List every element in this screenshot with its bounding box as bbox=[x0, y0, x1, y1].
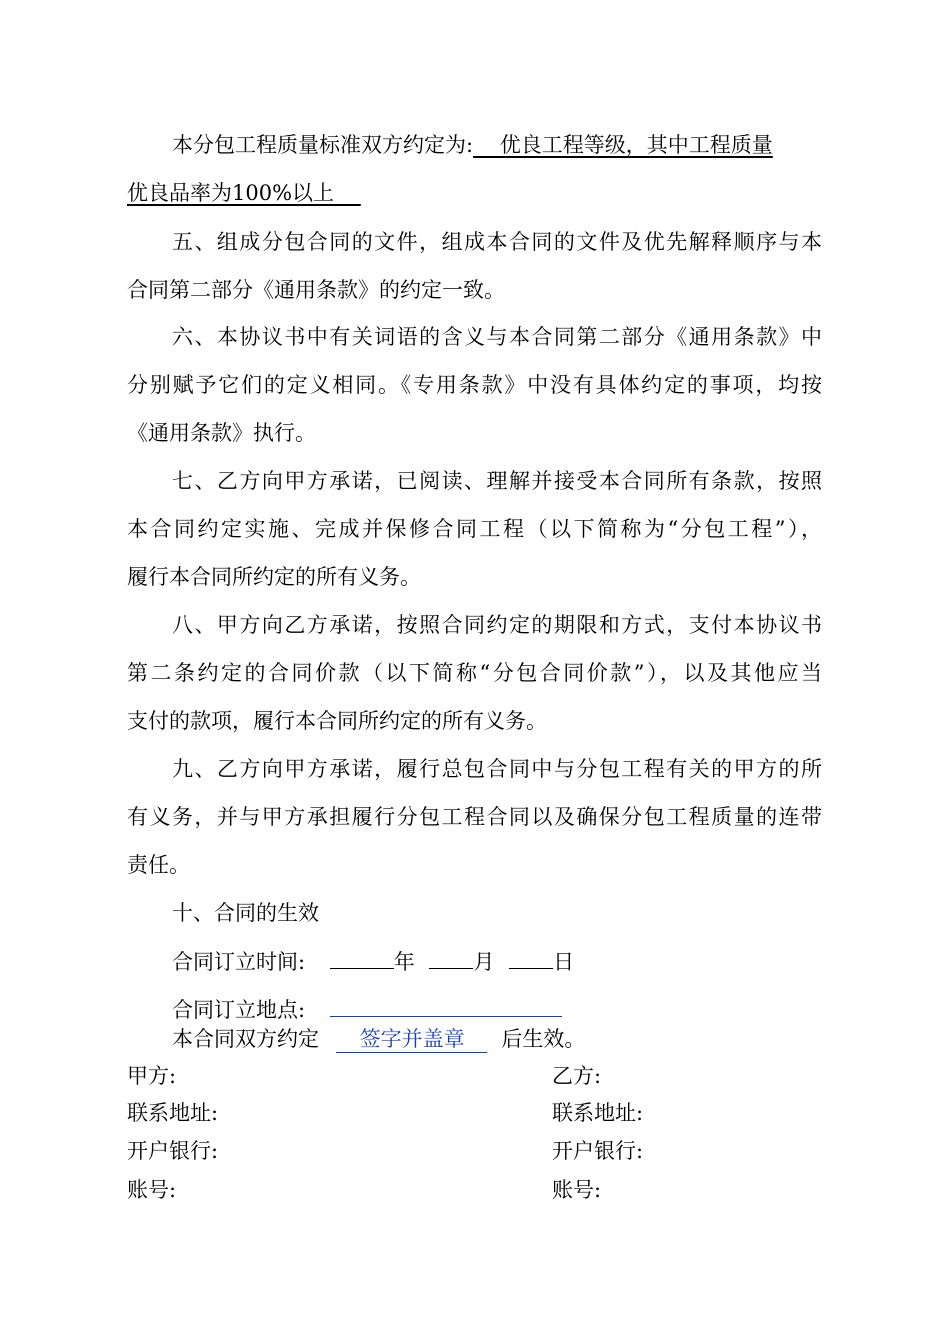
clause6-line-3: 《通用条款》执行。 bbox=[127, 421, 316, 445]
effect-suffix: 后生效。 bbox=[501, 1027, 586, 1051]
clause6-line-1: 六、本协议书中有关词语的含义与本合同第二部分《通用条款》中 bbox=[172, 325, 822, 349]
year-blank[interactable] bbox=[330, 948, 394, 969]
clause6-line-2: 分别赋予它们的定义相同。《专用条款》中没有具体约定的事项，均按 bbox=[127, 373, 822, 397]
quality-line-1 bbox=[172, 132, 773, 158]
party-b-address-label: 联系地址: bbox=[552, 1101, 644, 1125]
party-a-label: 甲方: bbox=[127, 1064, 177, 1088]
clause8-line-2: 第二条约定的合同价款（以下简称“分包合同价款”），以及其他应当 bbox=[127, 661, 822, 685]
party-b-account-label: 账号: bbox=[552, 1178, 602, 1202]
year-label: 年 bbox=[393, 950, 415, 974]
day-blank[interactable] bbox=[509, 948, 553, 969]
month-blank[interactable] bbox=[429, 948, 473, 969]
party-a-address-label: 联系地址: bbox=[127, 1101, 219, 1125]
effect-row bbox=[172, 1026, 585, 1053]
clause9-line-2: 有义务，并与甲方承担履行分包工程合同以及确保分包工程质量的连带 bbox=[127, 805, 822, 829]
quality-prefix: 本分包工程质量标准双方约定为: bbox=[172, 133, 474, 157]
day-label: 日 bbox=[553, 950, 575, 974]
clause5-line-1: 五、组成分包合同的文件，组成本合同的文件及优先解释顺序与本 bbox=[172, 230, 822, 254]
clause7-line-2: 本合同约定实施、完成并保修合同工程（以下简称为“分包工程”）， bbox=[127, 517, 822, 541]
month-label: 月 bbox=[473, 950, 495, 974]
party-a-bank-label: 开户银行: bbox=[127, 1139, 219, 1163]
clause10-title: 十、合同的生效 bbox=[172, 901, 319, 925]
quality-value-1: 优良工程等级，其中工程质量 bbox=[473, 133, 773, 157]
signing-date-label: 合同订立时间: bbox=[172, 950, 306, 974]
clause8-line-3: 支付的款项，履行本合同所约定的所有义务。 bbox=[127, 709, 547, 733]
party-b-label: 乙方: bbox=[552, 1064, 602, 1088]
quality-line-2 bbox=[127, 180, 361, 206]
signing-place-row bbox=[172, 996, 562, 1023]
clause5-line-2: 合同第二部分《通用条款》的约定一致。 bbox=[127, 278, 505, 302]
effect-value: 签字并盖章 bbox=[336, 1026, 487, 1053]
clause9-line-3: 责任。 bbox=[127, 853, 190, 877]
party-b-bank-label: 开户银行: bbox=[552, 1139, 644, 1163]
place-blank[interactable] bbox=[330, 996, 562, 1017]
clause7-line-1: 七、乙方向甲方承诺，已阅读、理解并接受本合同所有条款，按照 bbox=[172, 469, 822, 493]
effect-prefix: 本合同双方约定 bbox=[172, 1027, 319, 1051]
party-a-account-label: 账号: bbox=[127, 1178, 177, 1202]
clause7-line-3: 履行本合同所约定的所有义务。 bbox=[127, 565, 421, 589]
signing-place-label: 合同订立地点: bbox=[172, 998, 306, 1022]
signing-date-row bbox=[172, 948, 574, 975]
clause9-line-1: 九、乙方向甲方承诺，履行总包合同中与分包工程有关的甲方的所 bbox=[172, 757, 822, 781]
clause8-line-1: 八、甲方向乙方承诺，按照合同约定的期限和方式，支付本协议书 bbox=[172, 613, 822, 637]
quality-value-2: 优良品率为100%以上 bbox=[127, 181, 361, 205]
